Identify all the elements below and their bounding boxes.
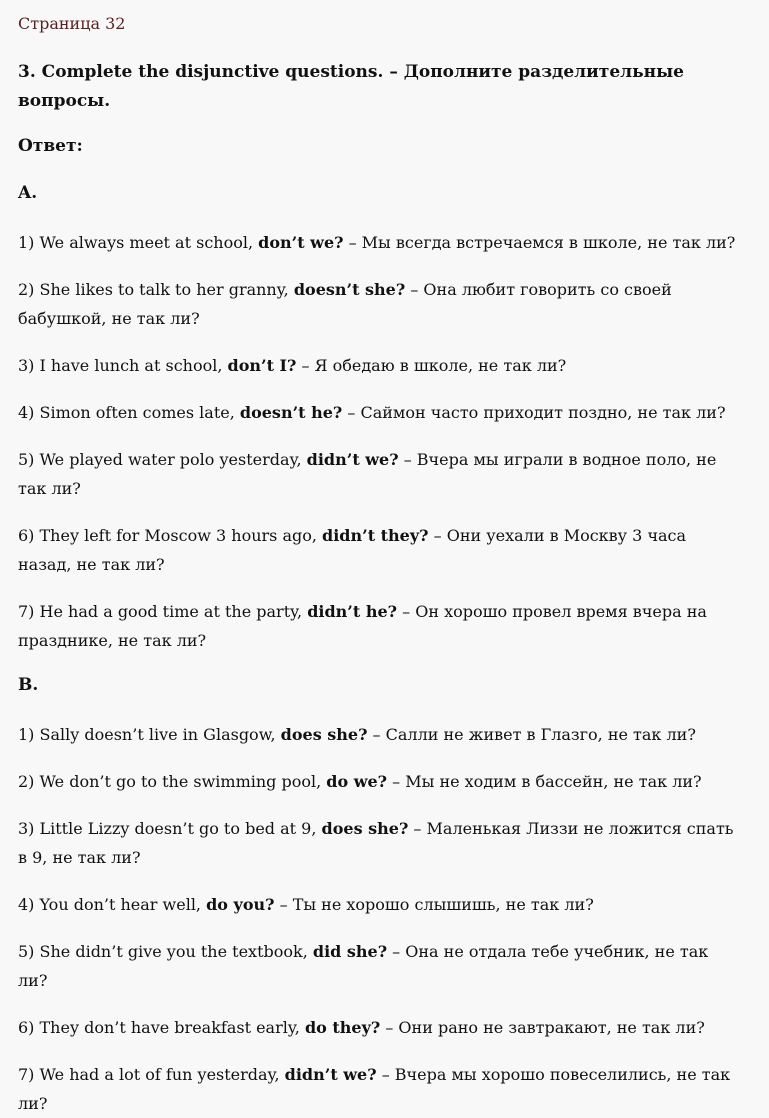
- list-item: [18, 767, 751, 796]
- sentence-text: 6) They left for Moscow 3 hours ago,: [18, 526, 323, 545]
- sentence-text: 6) They don’t have breakfast early,: [18, 1018, 305, 1037]
- translation-text: – Ты не хорошо слышишь, не так ли?: [274, 895, 594, 914]
- sentence-text: 7) He had a good time at the party,: [18, 602, 308, 621]
- translation-text: – Мы всегда встречаемся в школе, не так ли?: [343, 233, 736, 252]
- translation-text: – Они уехали в Москву 3 часа назад, не так ли?: [18, 526, 687, 574]
- list-item: [18, 351, 751, 380]
- translation-text: – Он хорошо провел время вчера на празднике, не так ли?: [18, 602, 707, 650]
- list-item: [18, 937, 751, 995]
- section-a: [18, 181, 751, 655]
- sentence-text: 4) Simon often comes late,: [18, 403, 240, 422]
- list-item: [18, 275, 751, 333]
- list-item: [18, 890, 751, 919]
- sentence-text: 2) She likes to talk to her granny,: [18, 280, 294, 299]
- tag-question: didn’t we?: [284, 1065, 377, 1084]
- translation-text: – Маленькая Лиззи не ложится спать в 9, не так ли?: [18, 819, 734, 867]
- list-item: [18, 720, 751, 749]
- page-link[interactable]: Страница 32: [18, 14, 126, 33]
- translation-text: – Вчера мы играли в водное поло, не так ли?: [18, 450, 717, 498]
- tag-question: do we?: [326, 772, 388, 791]
- tag-question: doesn’t he?: [239, 403, 343, 422]
- sentence-text: 1) Sally doesn’t live in Glasgow,: [18, 725, 281, 744]
- tag-question: don’t we?: [258, 233, 344, 252]
- sentence-text: 4) You don’t hear well,: [18, 895, 207, 914]
- sentence-text: 3) I have lunch at school,: [18, 356, 228, 375]
- list-item: [18, 1013, 751, 1042]
- translation-text: – Салли не живет в Глазго, не так ли?: [367, 725, 696, 744]
- translation-text: – Они рано не завтракают, не так ли?: [380, 1018, 705, 1037]
- translation-text: – Она любит говорить со своей бабушкой, не так ли?: [18, 280, 672, 328]
- list-item: [18, 597, 751, 655]
- sentence-text: 5) We played water polo yesterday,: [18, 450, 307, 469]
- tag-question: do you?: [206, 895, 275, 914]
- translation-text: – Саймон часто приходит поздно, не так ли?: [342, 403, 726, 422]
- list-item: [18, 814, 751, 872]
- section-b: [18, 673, 751, 1118]
- tag-question: did she?: [312, 942, 388, 961]
- tag-question: do they?: [304, 1018, 381, 1037]
- sentence-text: 1) We always meet at school,: [18, 233, 259, 252]
- sentence-text: 7) We had a lot of fun yesterday,: [18, 1065, 285, 1084]
- sentence-text: 2) We don’t go to the swimming pool,: [18, 772, 327, 791]
- task-title: 3. Complete the disjunctive questions. – Дополните разделительные вопросы.: [18, 62, 684, 111]
- tag-question: didn’t we?: [306, 450, 399, 469]
- translation-text: – Я обедаю в школе, не так ли?: [296, 356, 567, 375]
- tag-question: does she?: [321, 819, 409, 838]
- list-item: [18, 521, 751, 579]
- translation-text: – Она не отдала тебе учебник, не так ли?: [18, 942, 709, 990]
- list-item: [18, 445, 751, 503]
- tag-question: doesn’t she?: [293, 280, 406, 299]
- list-item: [18, 1060, 751, 1118]
- tag-question: does she?: [280, 725, 368, 744]
- list-item: [18, 398, 751, 427]
- list-item: [18, 228, 751, 257]
- tag-question: didn’t they?: [322, 526, 429, 545]
- answer-label: Ответ:: [18, 136, 83, 156]
- tag-question: don’t I?: [227, 356, 297, 375]
- sentence-text: 3) Little Lizzy doesn’t go to bed at 9,: [18, 819, 322, 838]
- sentence-text: 5) She didn’t give you the textbook,: [18, 942, 313, 961]
- translation-text: – Вчера мы хорошо повеселились, не так ли?: [18, 1065, 731, 1113]
- tag-question: didn’t he?: [307, 602, 398, 621]
- translation-text: – Мы не ходим в бассейн, не так ли?: [387, 772, 702, 791]
- section-heading: B.: [18, 675, 39, 695]
- section-heading: A.: [18, 183, 38, 203]
